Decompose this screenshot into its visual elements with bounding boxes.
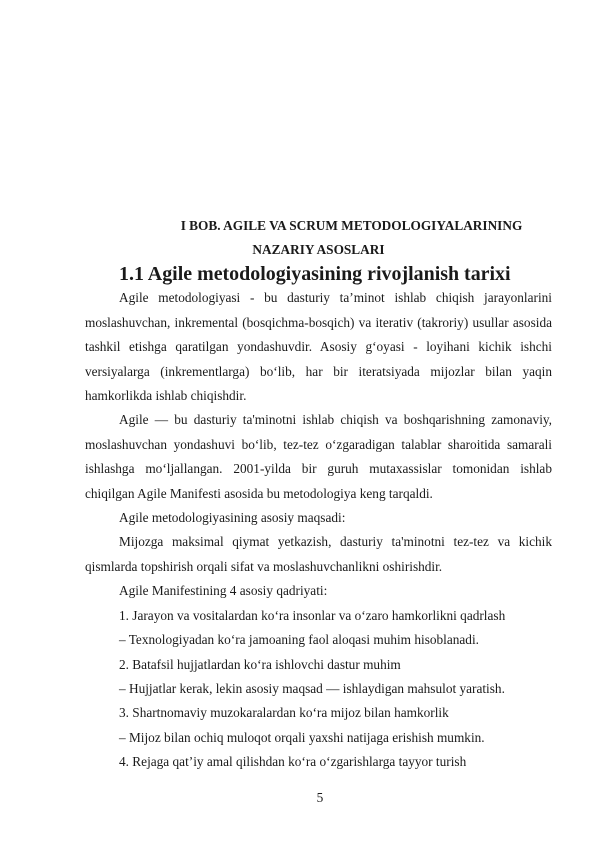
section-title: 1.1 Agile metodologiyasining rivojlanish tarixi [119, 263, 511, 285]
paragraph-agile-definition: Agile metodologiyasi - bu dasturiy ta’minot ishlab chiqish jarayonlarini moslashuvchan, inkremental (bosqichma-bosqich) va iterativ (takroriy) usullar asosida tashkil etishga qaratilgan yondashuvdir. Asosiy g‘oyasi - loyihani kichik ishchi versiyalarga (inkrementlarga) bo‘lib, har bir iteratsiyada mijozlar bilan yaqin hamkorlikda ishlab chiqishdir. [85, 290, 552, 404]
chapter-heading-line2: NAZARIY ASOSLARI [252, 242, 385, 257]
list-item: – Texnologiyadan ko‘ra jamoaning faol aloqasi muhim hisoblanadi. [119, 632, 479, 648]
paragraph-main-goal-label: Agile metodologiyasining asosiy maqsadi: [119, 510, 346, 526]
page-number: 5 [316, 790, 324, 805]
page-content [85, 214, 552, 775]
list-item: 4. Rejaga qat’iy amal qilishdan ko‘ra o‘zgarishlarga tayyor turish [119, 754, 467, 770]
chapter-heading-line1: I BOB. AGILE VA SCRUM METODOLOGIYALARINING [180, 218, 523, 233]
list-item: 3. Shartnomaviy muzokaralardan ko‘ra mijoz bilan hamkorlik [119, 705, 449, 721]
paragraph-agile-modern-approach: Agile — bu dasturiy ta'minotni ishlab chiqish va boshqarishning zamonaviy, moslashuvchan yondashuvi bo‘lib, tez-tez o‘zgaradigan talablar sharoitida samarali ishlashga mo‘ljallangan. 2001-yilda bir guruh mutaxassislar tomonidan ishlab chiqilgan Agile Manifesti asosida bu metodologiya keng tarqaldi. [85, 412, 552, 501]
list-item: 2. Batafsil hujjatlardan ko‘ra ishlovchi dastur muhim [119, 656, 401, 672]
paragraph-main-goal: Mijozga maksimal qiymat yetkazish, dasturiy ta'minotni tez-tez va kichik qismlarda topshirish orqali sifat va moslashuvchanlikni oshirishdir. [85, 534, 552, 574]
list-item: – Hujjatlar kerak, lekin asosiy maqsad — ishlaydigan mahsulot yaratish. [119, 680, 505, 696]
list-item: – Mijoz bilan ochiq muloqot orqali yaxshi natijaga erishish mumkin. [119, 729, 485, 745]
list-item: 1. Jarayon va vositalardan ko‘ra insonlar va o‘zaro hamkorlikni qadrlash [119, 607, 506, 623]
paragraph-values-intro: Agile Manifestining 4 asosiy qadriyati: [119, 583, 328, 599]
chapter-heading [85, 214, 552, 262]
